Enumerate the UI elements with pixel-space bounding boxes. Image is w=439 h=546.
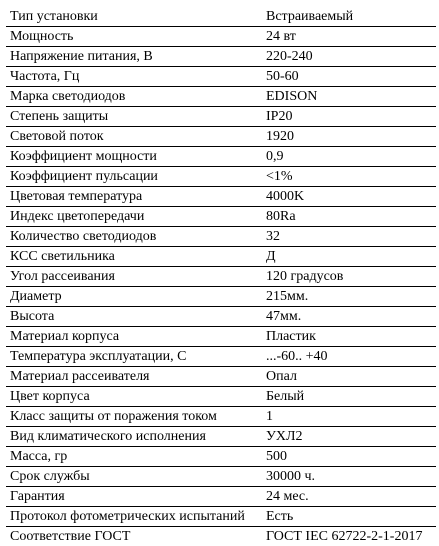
table-row (6, 147, 436, 167)
spec-value: 1920 (262, 127, 436, 147)
spec-value: 4000K (262, 187, 436, 207)
spec-label: Степень защиты (6, 107, 262, 127)
spec-label: Срок службы (6, 467, 262, 487)
table-row (6, 407, 436, 427)
spec-value: ...-60.. +40 (262, 347, 436, 367)
spec-label: Марка светодиодов (6, 87, 262, 107)
spec-label: Гарантия (6, 487, 262, 507)
table-row (6, 387, 436, 407)
table-row (6, 227, 436, 247)
spec-label: Протокол фотометрических испытаний (6, 507, 262, 527)
table-row (6, 207, 436, 227)
table-row (6, 247, 436, 267)
table-row (6, 187, 436, 207)
table-row (6, 527, 436, 546)
spec-label: Частота, Гц (6, 67, 262, 87)
spec-label: КСС светильника (6, 247, 262, 267)
table-row (6, 347, 436, 367)
table-row (6, 67, 436, 87)
table-row (6, 167, 436, 187)
spec-label: Диаметр (6, 287, 262, 307)
table-row (6, 327, 436, 347)
spec-value: Встраиваемый (262, 7, 436, 27)
spec-label: Масса, гр (6, 447, 262, 467)
specifications-table (6, 7, 436, 546)
spec-label: Количество светодиодов (6, 227, 262, 247)
spec-label: Цвет корпуса (6, 387, 262, 407)
table-row (6, 127, 436, 147)
spec-value: Пластик (262, 327, 436, 347)
spec-label: Класс защиты от поражения током (6, 407, 262, 427)
spec-value: 24 вт (262, 27, 436, 47)
spec-label: Цветовая температура (6, 187, 262, 207)
table-row (6, 467, 436, 487)
spec-label: Угол рассеивания (6, 267, 262, 287)
spec-label: Напряжение питания, В (6, 47, 262, 67)
spec-value: 80Ra (262, 207, 436, 227)
spec-value: Д (262, 247, 436, 267)
specifications-table-body (6, 7, 436, 546)
table-row (6, 427, 436, 447)
spec-label: Высота (6, 307, 262, 327)
spec-value: IP20 (262, 107, 436, 127)
spec-label: Вид климатического исполнения (6, 427, 262, 447)
spec-label: Материал корпуса (6, 327, 262, 347)
table-row (6, 367, 436, 387)
spec-label: Коэффициент мощности (6, 147, 262, 167)
spec-value: 120 градусов (262, 267, 436, 287)
spec-value: 24 мес. (262, 487, 436, 507)
spec-value: 215мм. (262, 287, 436, 307)
spec-value: Белый (262, 387, 436, 407)
spec-value: 47мм. (262, 307, 436, 327)
spec-value: 500 (262, 447, 436, 467)
table-row (6, 287, 436, 307)
spec-value: 50-60 (262, 67, 436, 87)
spec-label: Материал рассеивателя (6, 367, 262, 387)
spec-value: 32 (262, 227, 436, 247)
spec-label: Индекс цветопередачи (6, 207, 262, 227)
spec-value: EDISON (262, 87, 436, 107)
spec-label: Мощность (6, 27, 262, 47)
spec-value: <1% (262, 167, 436, 187)
table-row (6, 27, 436, 47)
spec-value: 0,9 (262, 147, 436, 167)
spec-value: УХЛ2 (262, 427, 436, 447)
table-row (6, 7, 436, 27)
spec-label: Световой поток (6, 127, 262, 147)
table-row (6, 267, 436, 287)
spec-value: Опал (262, 367, 436, 387)
table-row (6, 487, 436, 507)
spec-value: 1 (262, 407, 436, 427)
table-row (6, 307, 436, 327)
spec-value: Есть (262, 507, 436, 527)
spec-label: Температура эксплуатации, С (6, 347, 262, 367)
spec-label: Соответствие ГОСТ (6, 527, 262, 546)
table-row (6, 107, 436, 127)
spec-value: ГОСТ IEC 62722-2-1-2017 (262, 527, 436, 546)
spec-value: 30000 ч. (262, 467, 436, 487)
spec-value: 220-240 (262, 47, 436, 67)
table-row (6, 87, 436, 107)
table-row (6, 447, 436, 467)
spec-label: Тип установки (6, 7, 262, 27)
spec-label: Коэффициент пульсации (6, 167, 262, 187)
table-row (6, 47, 436, 67)
